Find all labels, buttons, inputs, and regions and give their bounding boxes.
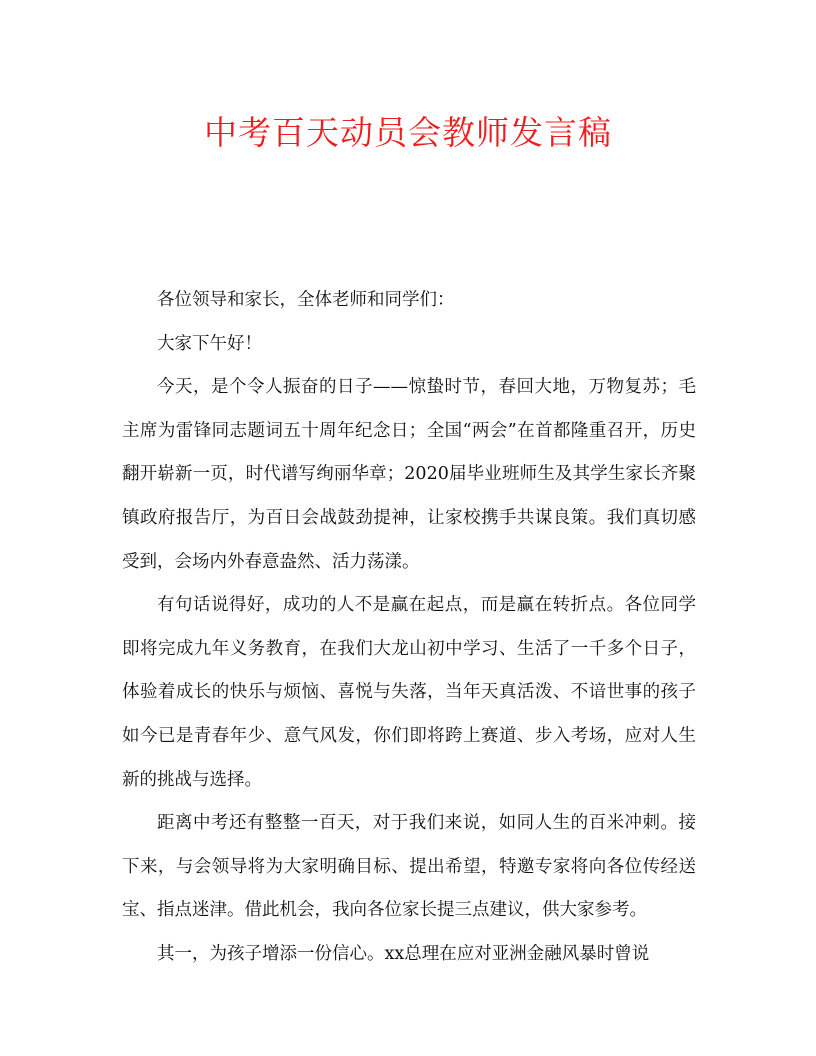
body-paragraph: 今天，是个令人振奋的日子——惊蛰时节，春回大地，万物复苏；毛主席为雷锋同志题词五十周年纪念日；全国“两会”在首都隆重召开，历史翻开崭新一页，时代谱写绚丽华章；2020届毕业班师生及其学生家长齐聚镇政府报告厅，为百日会战鼓劲提神，让家校携手共谋良策。我们真切感受到，会场内外春意盎然、活力荡漾。 [122,377,696,572]
body-paragraph: 其一，为孩子增添一份信心。xx总理在应对亚洲金融风暴时曾说 [157,943,650,964]
document-body [122,279,696,977]
salutation-paragraph: 各位领导和家长，全体老师和同学们： [157,290,455,310]
body-paragraph: 距离中考还有整整一百天，对于我们来说，如同人生的百米冲刺。接下来，与会领导将为大家明确目标、提出希望，特邀专家将向各位传经送宝、指点迷津。借此机会，我向各位家长提三点建议，供大家参考。 [122,813,696,921]
document-title: 中考百天动员会教师发言稿 [204,113,612,152]
body-paragraph: 有句话说得好，成功的人不是赢在起点，而是赢在转折点。各位同学即将完成九年义务教育，在我们大龙山初中学习、生活了一千多个日子，体验着成长的快乐与烦恼、喜悦与失落，当年天真活泼、不谙世事的孩子如今已是青春年少、意气风发，你们即将跨上赛道、步入考场，应对人生新的挑战与选择。 [122,595,696,790]
greeting-paragraph: 大家下午好！ [157,333,262,354]
